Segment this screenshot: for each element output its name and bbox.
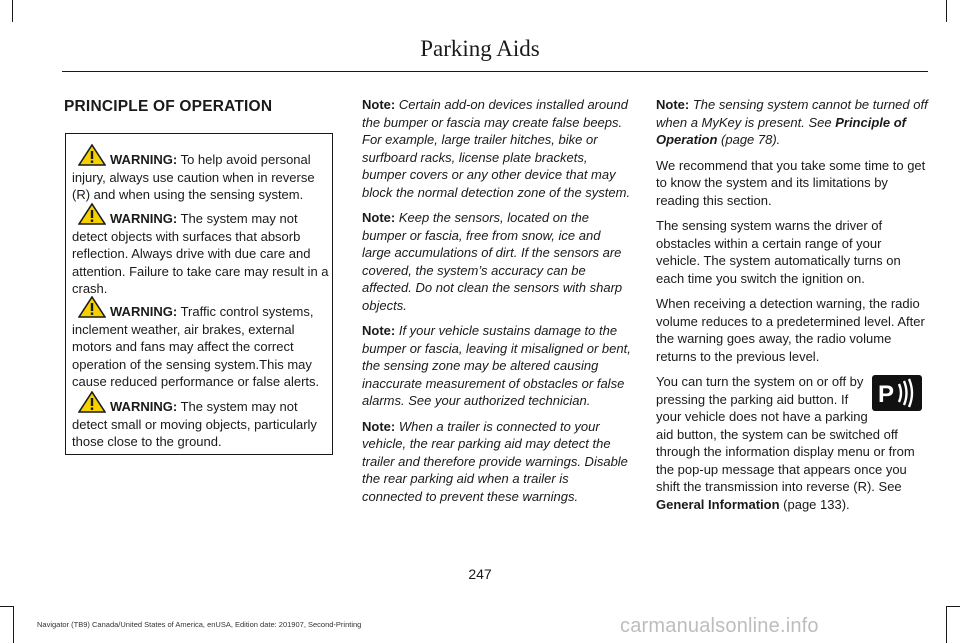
svg-text:P: P (878, 381, 895, 408)
note-text: Keep the sensors, located on the bumper or fascia, free from snow, ice and large accumulations of dirt. If the sensors are covered, the system’s accuracy can be affected. Do not clean the sensors with sharp objects. (362, 210, 623, 313)
mykey-note (656, 96, 928, 149)
note-paragraph (362, 322, 632, 410)
crop-mark-bottom-left-v (13, 606, 14, 643)
crop-mark-bottom-right (946, 606, 960, 607)
parking-aid-button-icon (872, 375, 922, 411)
warning-4 (72, 391, 334, 451)
warning-triangle-icon (78, 391, 106, 413)
note-paragraph (362, 96, 632, 201)
warning-text: Traffic control systems, inclement weather, air brakes, external motors and fans may affect the correct operation of the sensing system.This may cause reduced performance or false alerts. (72, 304, 320, 389)
note-label: Note: (362, 97, 396, 112)
middle-column (362, 96, 632, 513)
header-divider (62, 71, 928, 72)
page-reference: (page 78). (721, 132, 781, 147)
crop-mark-top-left (12, 0, 13, 22)
warning-label: WARNING: (110, 304, 178, 319)
warning-2 (72, 203, 334, 298)
warning-text: To help avoid personal injury, always use caution when in reverse (R) and when using the sensing system. (72, 152, 315, 202)
warning-text: The system may not detect objects with surfaces that absorb reflection. Always drive with due care and attention. Failure to take care may result in a crash. (72, 211, 329, 296)
parking-aid-symbol-icon (872, 375, 922, 411)
note-paragraph (362, 209, 632, 314)
paragraph: When receiving a detection warning, the radio volume reduces to a predetermined level. After the warning goes away, the radio volume returns to the previous level. (656, 296, 925, 364)
crop-mark-bottom-right-v (946, 606, 947, 643)
note-label: Note: (656, 97, 690, 112)
note-text: If your vehicle sustains damage to the bumper or fascia, leaving it misaligned or bent, the sensing zone may be altered causing inaccurate measurement of obstacles or false alarms. See your authorized technician. (362, 323, 631, 408)
page-number: 247 (468, 566, 492, 582)
cross-reference-link[interactable]: General Information (656, 496, 780, 512)
warning-label: WARNING: (110, 152, 178, 167)
warning-label: WARNING: (110, 399, 178, 414)
footer-edition: Navigator (TB9) Canada/United States of America, enUSA, Edition date: 201907, Second-Printing (37, 620, 362, 629)
note-label: Note: (362, 323, 396, 338)
warning-1 (72, 144, 334, 204)
warning-triangle-icon (78, 296, 106, 318)
paragraph (656, 373, 928, 513)
paragraph: We recommend that you take some time to get to know the system and its limitations by reading this section. (656, 157, 926, 208)
note-text: When a trailer is connected to your vehicle, the rear parking aid may detect the trailer and therefore provide warnings. Disable the rear parking aid when a trailer is connected to prevent these warnings. (362, 418, 628, 504)
warning-text: The system may not detect small or moving objects, particularly those close to the ground. (72, 399, 317, 449)
note-text: The sensing system cannot be turned off when a MyKey is present. See (656, 97, 928, 130)
note-label: Note: (362, 418, 396, 434)
watermark: carmanualsonline.info (620, 615, 819, 637)
section-heading: PRINCIPLE OF OPERATION (64, 98, 273, 115)
paragraph-text: You can turn the system on or off by pressing the parking aid button. If your vehicle does not have a parking aid button, the system can be switched off through the information display menu or from the pop-up message that appears once you shift the transmission into reverse (R). See (656, 374, 915, 494)
crop-mark-top-right (946, 0, 947, 22)
cross-reference-link[interactable]: Principle of Operation (656, 114, 907, 147)
note-label: Note: (362, 210, 396, 225)
warning-3 (72, 296, 334, 391)
warning-label: WARNING: (110, 211, 178, 226)
note-text: Certain add-on devices installed around the bumper or fascia may create false beeps. For example, large trailer hitches, bike or surfboard racks, license plate brackets, bumper covers or any other device that may block the normal detection zone of the system. (362, 97, 631, 200)
note-paragraph (362, 418, 632, 506)
paragraph: The sensing system warns the driver of obstacles within a certain range of your vehicle. The system automatically turns on each time you switch the ignition on. (656, 218, 901, 286)
page-reference: (page 133). (783, 496, 850, 512)
page-title: Parking Aids (420, 36, 540, 61)
warning-triangle-icon (78, 144, 106, 166)
crop-mark-bottom-left (0, 606, 14, 607)
warning-triangle-icon (78, 203, 106, 225)
right-column (656, 96, 928, 521)
